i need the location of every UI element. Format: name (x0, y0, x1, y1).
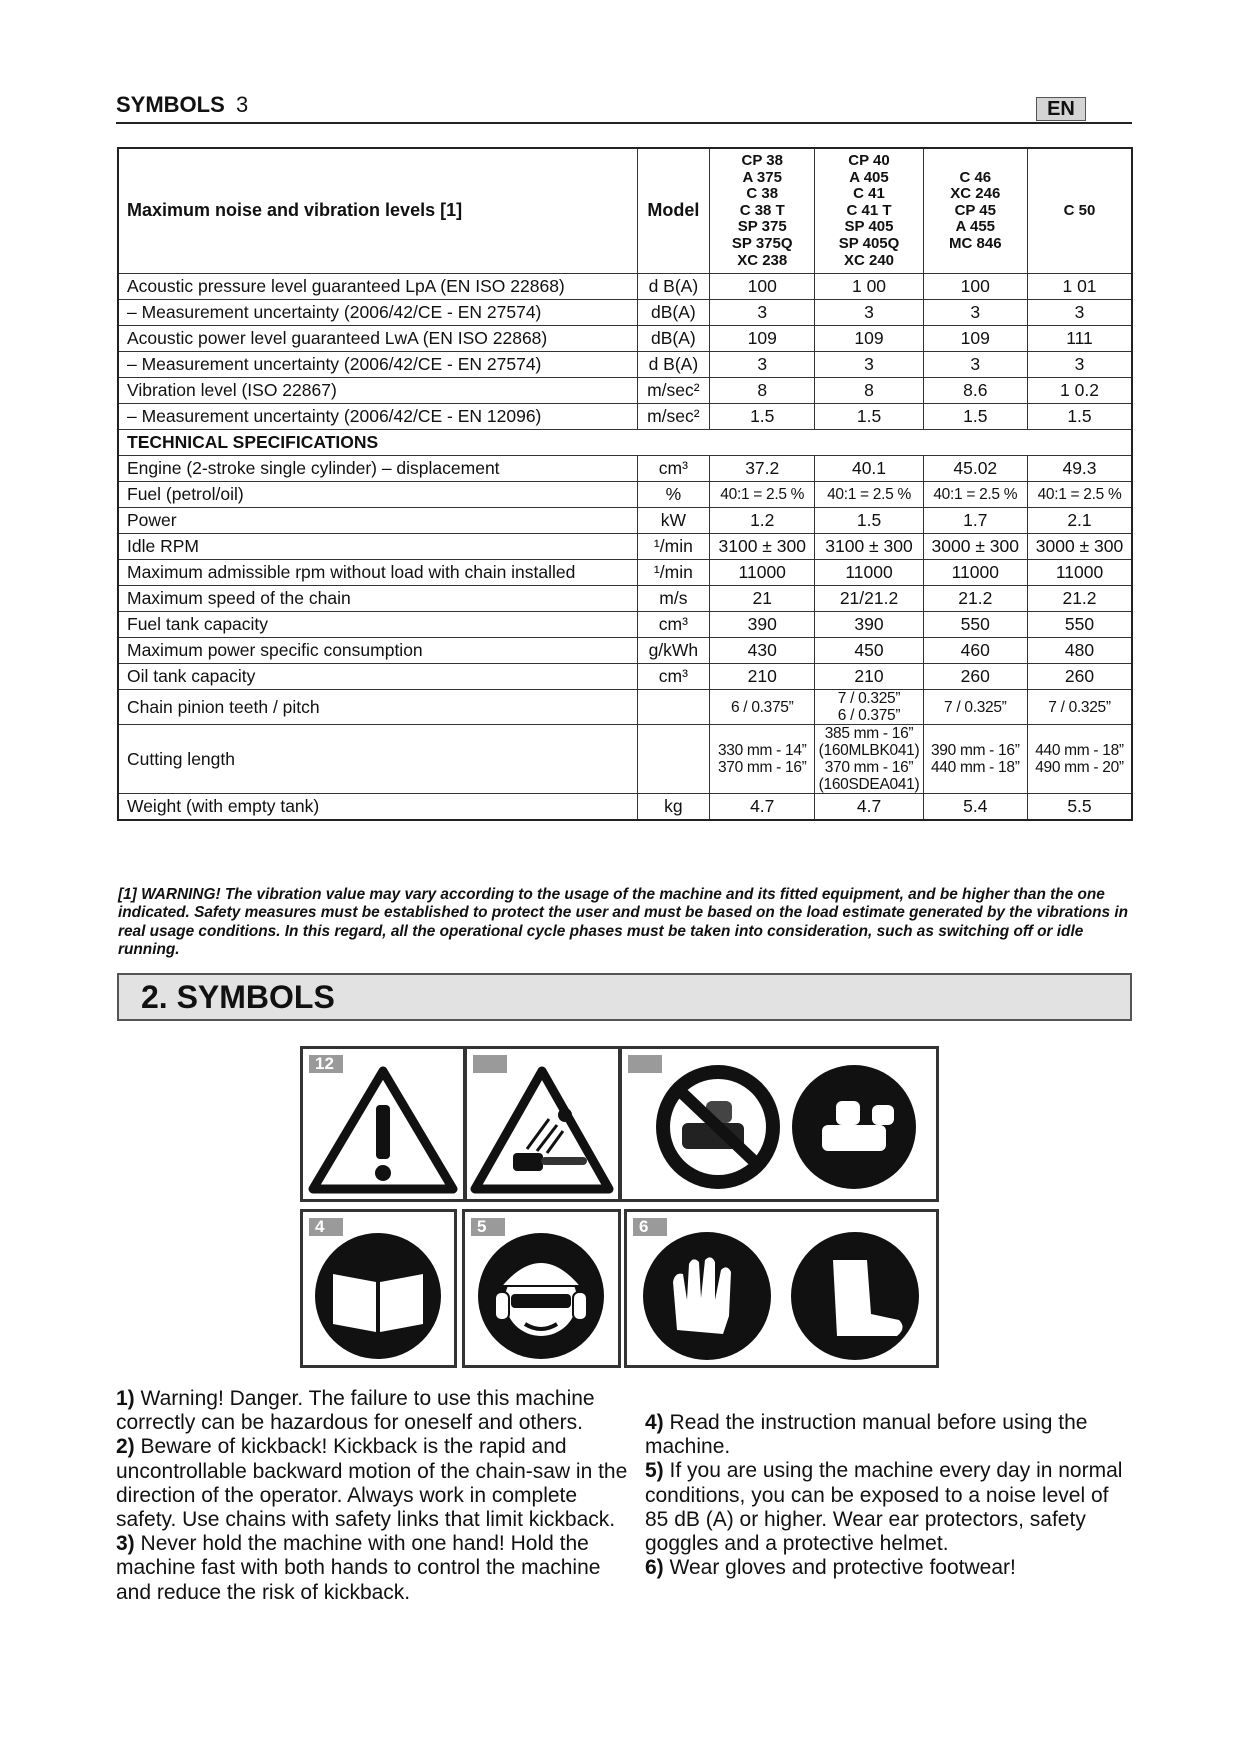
row-value: 3 (710, 352, 815, 378)
row-unit: dB(A) (637, 300, 709, 326)
row-label: Idle RPM (118, 534, 637, 560)
row-value: 7 / 0.325” 6 / 0.375” (815, 690, 923, 725)
row-value: 1.5 (710, 404, 815, 430)
model-column-1 (710, 148, 815, 274)
section-title: TECHNICAL SPECIFICATIONS (118, 430, 1132, 456)
row-value: 21 (710, 586, 815, 612)
table-row (118, 300, 1132, 326)
row-value: 37.2 (710, 456, 815, 482)
row-label: Power (118, 508, 637, 534)
table-row (118, 794, 1132, 821)
row-label: Maximum speed of the chain (118, 586, 637, 612)
row-label: Cutting length (118, 725, 637, 794)
symbol-description-3: 3) Never hold the machine with one hand! Hold the machine fast with both hands to control the machine and reduce the risk of kickback. (116, 1532, 601, 1604)
row-value: 1.5 (923, 404, 1027, 430)
row-value: 21.2 (1028, 586, 1133, 612)
row-unit: d B(A) (637, 274, 709, 300)
row-value: 3 (923, 300, 1027, 326)
symbol-number: 12 (309, 1055, 343, 1073)
descriptions-right (645, 1411, 1135, 1580)
row-unit: kW (637, 508, 709, 534)
row-unit: dB(A) (637, 326, 709, 352)
kickback-triangle-icon (464, 1046, 621, 1202)
row-value: 210 (815, 664, 923, 690)
row-value: 21.2 (923, 586, 1027, 612)
row-unit: m/sec² (637, 404, 709, 430)
page-header (116, 92, 1132, 124)
table-row (118, 638, 1132, 664)
row-label: – Measurement uncertainty (2006/42/CE - EN 12096) (118, 404, 637, 430)
row-value: 390 (815, 612, 923, 638)
row-value: 109 (923, 326, 1027, 352)
row-label: Engine (2-stroke single cylinder) – displacement (118, 456, 637, 482)
row-unit (637, 725, 709, 794)
model-name: C 38 (746, 185, 779, 203)
table-row (118, 612, 1132, 638)
row-value: 11000 (710, 560, 815, 586)
warning-triangle-icon (300, 1046, 466, 1202)
row-unit: % (637, 482, 709, 508)
row-value: 5.5 (1028, 794, 1133, 821)
table-header-row (118, 148, 1132, 274)
row-unit: cm³ (637, 664, 709, 690)
row-value: 111 (1028, 326, 1133, 352)
row-label: Fuel tank capacity (118, 612, 637, 638)
model-column-4 (1028, 148, 1133, 274)
row-value: 4.7 (710, 794, 815, 821)
row-value: 4.7 (815, 794, 923, 821)
table-row (118, 352, 1132, 378)
table-row (118, 482, 1132, 508)
row-value: 8 (815, 378, 923, 404)
table-row (118, 378, 1132, 404)
row-value: 49.3 (1028, 456, 1133, 482)
row-value: 11000 (923, 560, 1027, 586)
row-value: 2.1 (1028, 508, 1133, 534)
symbol-description-6: 6) Wear gloves and protective footwear! (645, 1556, 1016, 1580)
row-label: Maximum admissible rpm without load with chain installed (118, 560, 637, 586)
row-value: 450 (815, 638, 923, 664)
row-label: Vibration level (ISO 22867) (118, 378, 637, 404)
model-name: XC 240 (843, 251, 895, 269)
row-label: Maximum power specific consumption (118, 638, 637, 664)
row-label: Weight (with empty tank) (118, 794, 637, 821)
spec-table (117, 147, 1133, 821)
row-value: 11000 (815, 560, 923, 586)
symbol-number: 4 (309, 1218, 343, 1236)
row-value: 260 (923, 664, 1027, 690)
page-number: 3 (236, 92, 249, 117)
symbol-description-1: 1) Warning! Danger. The failure to use this machine correctly can be hazardous for oneself and others. (116, 1387, 595, 1435)
row-value: 45.02 (923, 456, 1027, 482)
model-name: SP 375 (737, 218, 787, 236)
row-value: 430 (710, 638, 815, 664)
row-value: 460 (923, 638, 1027, 664)
row-value: 8 (710, 378, 815, 404)
row-value: 550 (923, 612, 1027, 638)
vibration-warning: [1] WARNING! The vibration value may vary according to the usage of the machine and its fitted equipment, and be higher than the one indicated. Safety measures must be established to protect the user and must be based on the load estimate generated by the vibrations in real usage conditions. In this regard, all the operational cycle phases must be taken into consideration, such as switching off or idle running. (118, 886, 1129, 959)
row-value: 3000 ± 300 (1028, 534, 1133, 560)
row-value: 1.5 (815, 404, 923, 430)
row-value: 40:1 = 2.5 % (815, 482, 923, 508)
row-value: 11000 (1028, 560, 1133, 586)
row-value: 1 01 (1028, 274, 1133, 300)
table-head-label: Maximum noise and vibration levels [1] (118, 148, 637, 274)
row-value: 3 (1028, 352, 1133, 378)
table-row (118, 326, 1132, 352)
row-value: 1 0.2 (1028, 378, 1133, 404)
row-value: 1.5 (815, 508, 923, 534)
symbol-number: 5 (471, 1218, 505, 1236)
symbol-number (473, 1055, 507, 1073)
row-label: Oil tank capacity (118, 664, 637, 690)
model-name: SP 405 (844, 218, 894, 236)
row-value: 3100 ± 300 (710, 534, 815, 560)
row-label: Chain pinion teeth / pitch (118, 690, 637, 725)
row-value: 100 (710, 274, 815, 300)
row-value: 100 (923, 274, 1027, 300)
row-value: 3 (815, 300, 923, 326)
table-row (118, 586, 1132, 612)
model-name: CP 40 (848, 152, 890, 169)
symbol-number: 6 (633, 1218, 667, 1236)
row-value: 440 mm - 18” 490 mm - 20” (1028, 725, 1133, 794)
model-name: XC 238 (737, 251, 788, 269)
model-name: SP 405Q (838, 234, 900, 252)
model-name: A 405 (849, 168, 889, 186)
row-value: 8.6 (923, 378, 1027, 404)
row-value: 1.5 (1028, 404, 1133, 430)
model-name: CP 38 (741, 152, 783, 169)
row-value: 210 (710, 664, 815, 690)
symbols-heading: 2. SYMBOLS (141, 979, 335, 1015)
gloves-boots-icon (624, 1209, 939, 1368)
row-value: 385 mm - 16” (160MLBK041) 370 mm - 16” (160SDEA041) (815, 725, 923, 794)
no-one-hand-icon (619, 1046, 939, 1202)
row-unit: cm³ (637, 456, 709, 482)
table-row (118, 534, 1132, 560)
row-value: 1.2 (710, 508, 815, 534)
row-value: 109 (710, 326, 815, 352)
table-row (118, 274, 1132, 300)
row-value: 6 / 0.375” (710, 690, 815, 725)
row-value: 1.7 (923, 508, 1027, 534)
table-row (118, 690, 1132, 725)
model-column-2 (815, 148, 923, 274)
row-value: 330 mm - 14” 370 mm - 16” (710, 725, 815, 794)
table-row (118, 456, 1132, 482)
symbol-description-5: 5) If you are using the machine every day in normal conditions, you can be exposed to a noise level of 85 dB (A) or higher. Wear ear protectors, safety goggles and a protective helmet. (645, 1459, 1123, 1556)
row-unit: d B(A) (637, 352, 709, 378)
row-unit: g/kWh (637, 638, 709, 664)
row-value: 3 (815, 352, 923, 378)
row-unit: ¹/min (637, 560, 709, 586)
row-unit: m/sec² (637, 378, 709, 404)
row-unit (637, 690, 709, 725)
row-value: 1 00 (815, 274, 923, 300)
table-row (118, 508, 1132, 534)
row-value: 7 / 0.325” (1028, 690, 1133, 725)
model-name: C 38 T (739, 201, 785, 219)
row-value: 3000 ± 300 (923, 534, 1027, 560)
row-value: 3 (710, 300, 815, 326)
row-value: 3 (1028, 300, 1133, 326)
row-unit: ¹/min (637, 534, 709, 560)
row-value: 40:1 = 2.5 % (923, 482, 1027, 508)
descriptions-left (116, 1387, 636, 1605)
row-value: 109 (815, 326, 923, 352)
row-label: – Measurement uncertainty (2006/42/CE - EN 27574) (118, 300, 637, 326)
row-value: 3100 ± 300 (815, 534, 923, 560)
header-title: SYMBOLS (116, 92, 225, 117)
model-name: C 50 (1063, 201, 1096, 219)
row-value: 480 (1028, 638, 1133, 664)
row-value: 390 (710, 612, 815, 638)
table-row (118, 725, 1132, 794)
symbol-description-4: 4) Read the instruction manual before using the machine. (645, 1411, 1088, 1459)
model-name: SP 375Q (731, 234, 793, 252)
model-column-3 (923, 148, 1027, 274)
row-value: 5.4 (923, 794, 1027, 821)
row-value: 40:1 = 2.5 % (710, 482, 815, 508)
row-unit: cm³ (637, 612, 709, 638)
model-name: XC 246 (950, 185, 1001, 203)
row-value: 40.1 (815, 456, 923, 482)
table-row (118, 404, 1132, 430)
row-unit: m/s (637, 586, 709, 612)
model-name: MC 846 (949, 234, 1002, 252)
model-name: C 41 (853, 185, 885, 203)
row-label: Acoustic pressure level guaranteed LpA (EN ISO 22868) (118, 274, 637, 300)
row-value: 390 mm - 16” 440 mm - 18” (923, 725, 1027, 794)
model-name: CP 45 (954, 201, 996, 219)
row-value: 7 / 0.325” (923, 690, 1027, 725)
table-head-model: Model (637, 148, 709, 274)
model-name: A 375 (742, 168, 782, 186)
symbol-number (628, 1055, 662, 1073)
row-label: Fuel (petrol/oil) (118, 482, 637, 508)
symbol-description-2: 2) Beware of kickback! Kickback is the rapid and uncontrollable backward motion of the chain-saw in the direction of the operator. Always work in complete safety. Use chains with safety links that limit kickback. (116, 1435, 628, 1532)
row-value: 21/21.2 (815, 586, 923, 612)
row-value: 40:1 = 2.5 % (1028, 482, 1133, 508)
row-label: – Measurement uncertainty (2006/42/CE - EN 27574) (118, 352, 637, 378)
language-badge: EN (1036, 97, 1086, 121)
row-label: Acoustic power level guaranteed LwA (EN ISO 22868) (118, 326, 637, 352)
row-value: 550 (1028, 612, 1133, 638)
section-title (117, 973, 1132, 1021)
model-name: C 41 T (846, 201, 892, 219)
read-manual-icon (300, 1209, 457, 1368)
row-value: 260 (1028, 664, 1133, 690)
row-value: 3 (923, 352, 1027, 378)
ear-eye-head-protection-icon (462, 1209, 621, 1368)
table-row (118, 560, 1132, 586)
model-name: A 455 (955, 218, 996, 236)
table-row (118, 664, 1132, 690)
section-row (118, 430, 1132, 456)
row-unit: kg (637, 794, 709, 821)
model-name: C 46 (959, 168, 992, 186)
